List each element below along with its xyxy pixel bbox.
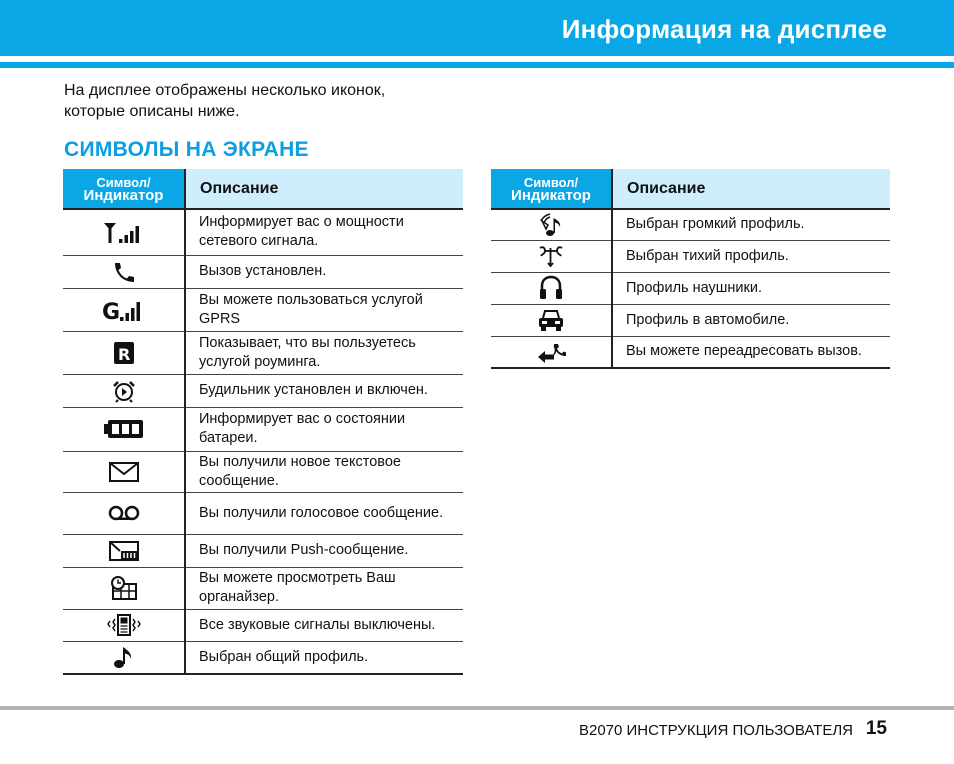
header-rule	[0, 62, 954, 68]
table-cell-text: Вы получили новое текстовое сообщение.	[185, 451, 463, 492]
envelope-icon	[108, 460, 140, 484]
table-row	[63, 407, 463, 451]
table-cell-text: Профиль в автомобиле.	[612, 304, 890, 336]
call-handset-icon	[111, 260, 137, 284]
table-cell-text: Вы получили голосовое сообщение.	[185, 492, 463, 534]
description-column-header: Описание	[612, 169, 890, 209]
music-note-icon	[112, 644, 136, 670]
voicemail-icon	[107, 503, 141, 523]
table-cell-text: Информирует вас о состоянии батареи.	[185, 407, 463, 451]
table-row	[63, 492, 463, 534]
table-row	[63, 609, 463, 641]
svg-text:G: G	[101, 299, 120, 323]
table-cell-text: Показывает, что вы пользуетесь услугой роуминга.	[185, 331, 463, 374]
table-row	[63, 451, 463, 492]
table-cell-text: Выбран общий профиль.	[185, 641, 463, 674]
table-row	[63, 534, 463, 567]
car-icon	[536, 307, 566, 333]
table-row	[63, 374, 463, 407]
table-row	[491, 304, 890, 336]
table-header-row	[491, 169, 890, 209]
intro-line-1: На дисплее отображены несколько иконок,	[64, 82, 386, 99]
table-row	[63, 288, 463, 331]
table-row	[63, 255, 463, 288]
push-message-icon	[108, 539, 140, 563]
table-cell-text: Вы можете пользоваться услугой GPRS	[185, 288, 463, 331]
page-number: 15	[865, 718, 887, 739]
vibrate-silent-icon	[105, 612, 143, 638]
quiet-profile-icon	[537, 243, 565, 269]
intro-line-2: которые описаны ниже.	[64, 103, 240, 120]
symbol-header-line-1: Символ/	[523, 174, 579, 190]
gprs-icon	[101, 297, 147, 323]
table-row	[491, 272, 890, 304]
roaming-icon	[112, 340, 136, 366]
symbol-column-header	[491, 169, 612, 209]
headset-icon	[538, 275, 564, 301]
table-header-row	[63, 169, 463, 209]
table-row	[491, 240, 890, 272]
symbol-header-line-2: Индикатор	[511, 186, 591, 204]
table-row	[491, 336, 890, 368]
symbol-column-header	[63, 169, 185, 209]
table-cell-text: Вызов установлен.	[185, 255, 463, 288]
svg-text:R: R	[117, 344, 130, 364]
intro-text	[64, 80, 484, 122]
call-divert-icon	[536, 340, 566, 364]
icon-table-right	[491, 169, 890, 369]
icon-table-left	[63, 169, 463, 675]
alarm-clock-icon	[111, 379, 137, 403]
table-row	[491, 209, 890, 240]
table-cell-text: Все звуковые сигналы выключены.	[185, 609, 463, 641]
footer-rule	[0, 706, 954, 710]
table-row	[63, 209, 463, 255]
table-row	[63, 641, 463, 674]
table-cell-text: Вы можете переадресовать вызов.	[612, 336, 890, 368]
battery-icon	[103, 418, 145, 440]
header-bar	[0, 0, 954, 56]
loud-profile-icon	[538, 212, 564, 238]
table-cell-text: Выбран громкий профиль.	[612, 209, 890, 240]
organizer-icon	[109, 575, 139, 601]
table-row	[63, 567, 463, 609]
table-cell-text: Вы можете просмотреть Ваш органайзер.	[185, 567, 463, 609]
table-cell-text: Вы получили Push-сообщение.	[185, 534, 463, 567]
signal-strength-icon	[102, 220, 146, 244]
page-title: Информация на дисплее	[561, 14, 887, 44]
symbol-header-line-1: Символ/	[96, 174, 151, 190]
table-row	[63, 331, 463, 374]
description-column-header: Описание	[185, 169, 463, 209]
symbol-header-line-2: Индикатор	[83, 186, 164, 204]
footer-manual-title: B2070 ИНСТРУКЦИЯ ПОЛЬЗОВАТЕЛЯ	[578, 722, 853, 739]
table-cell-text: Выбран тихий профиль.	[612, 240, 890, 272]
table-cell-text: Профиль наушники.	[612, 272, 890, 304]
table-cell-text: Будильник установлен и включен.	[185, 374, 463, 407]
table-cell-text: Информирует вас о мощности сетевого сигнала.	[185, 209, 463, 255]
section-title: СИМВОЛЫ НА ЭКРАНЕ	[64, 138, 309, 161]
